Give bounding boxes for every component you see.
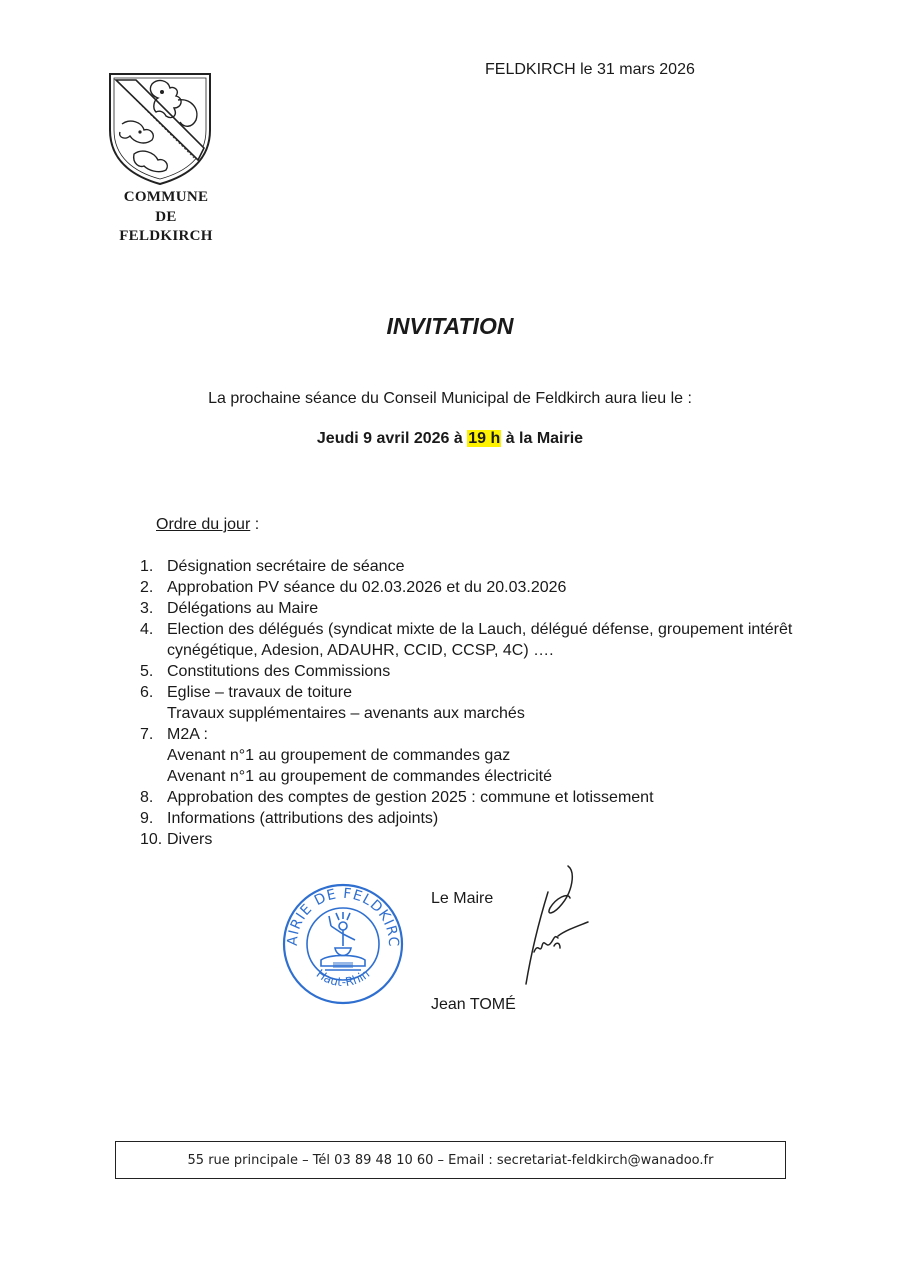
agenda-line: Informations (attributions des adjoints): [167, 810, 439, 827]
agenda-line: Eglise – travaux de toiture: [167, 684, 352, 701]
agenda-item-text: [167, 682, 820, 724]
agenda-heading-text: Ordre du jour: [156, 516, 251, 533]
agenda-item-text: [167, 787, 820, 808]
seal-top-text: AIRIE DE FELDKIRC: [284, 885, 402, 948]
agenda-line: Constitutions des Commissions: [167, 663, 391, 680]
agenda-line: Election des délégués (syndicat mixte de la Lauch, délégué défense, groupement intérêt: [167, 621, 793, 638]
page-title: INVITATION: [386, 313, 514, 339]
mayor-label: Le Maire: [431, 890, 494, 907]
agenda-list: [140, 556, 820, 850]
agenda-item-number: 5.: [140, 663, 154, 680]
agenda-item-number: 2.: [140, 579, 154, 596]
agenda-item-number: 10.: [140, 831, 163, 848]
agenda-item-number: 4.: [140, 621, 154, 638]
agenda-item: [140, 619, 820, 661]
agenda-line: Approbation PV séance du 02.03.2026 et du 20.03.2026: [167, 579, 567, 596]
agenda-item: [140, 556, 820, 577]
agenda-item-text: [167, 577, 820, 598]
agenda-heading-colon: :: [250, 516, 260, 533]
agenda-item: [140, 829, 820, 850]
commune-line: DE: [155, 208, 177, 225]
agenda-item-number: 3.: [140, 600, 154, 617]
meeting-place: à la Mairie: [501, 430, 584, 447]
agenda-item-text: [167, 556, 820, 577]
seal-bottom-text: Haut-Rhin: [313, 966, 373, 990]
agenda-line: Avenant n°1 au groupement de commandes gaz: [167, 747, 511, 764]
agenda-line: Délégations au Maire: [167, 600, 319, 617]
agenda-item-text: [167, 724, 820, 787]
agenda-heading: [156, 516, 259, 534]
agenda-item: [140, 598, 820, 619]
date-line: FELDKIRCH le 31 mars 2026: [485, 61, 695, 78]
agenda-line: M2A :: [167, 726, 208, 743]
agenda-item: [140, 661, 820, 682]
agenda-item: [140, 724, 820, 787]
agenda-item-number: 7.: [140, 726, 154, 743]
meeting-date: Jeudi 9 avril 2026 à: [316, 430, 468, 447]
agenda-item-number: 1.: [140, 558, 154, 575]
agenda-item-number: 6.: [140, 684, 154, 701]
commune-line: FELDKIRCH: [119, 228, 213, 244]
handwritten-signature-icon: [510, 862, 600, 992]
agenda-item: [140, 808, 820, 829]
agenda-item: [140, 787, 820, 808]
agenda-item-text: [167, 619, 820, 661]
agenda-item-number: 9.: [140, 810, 154, 827]
agenda-line: cynégétique, Adesion, ADAUHR, CCID, CCSP, 4C) ….: [167, 642, 554, 659]
agenda-line: Avenant n°1 au groupement de commandes électricité: [167, 768, 552, 785]
footer-contact-text: 55 rue principale – Tél 03 89 48 10 60 – Email : secretariat-feldkirch@wanadoo.fr: [187, 1152, 714, 1168]
coat-of-arms-icon: [104, 68, 216, 188]
commune-name: [96, 188, 236, 247]
agenda-line: Travaux supplémentaires – avenants aux marchés: [167, 705, 525, 722]
footer-contact: [115, 1141, 786, 1179]
mayor-name: Jean TOMÉ: [431, 996, 516, 1013]
commune-line: COMMUNE: [123, 189, 209, 205]
agenda-item-text: [167, 808, 820, 829]
agenda-item: [140, 682, 820, 724]
svg-text:MAIRIE DE FELDKIRCH: [281, 882, 401, 948]
agenda-line: Désignation secrétaire de séance: [167, 558, 405, 575]
agenda-line: Divers: [167, 831, 213, 848]
agenda-item-text: [167, 661, 820, 682]
official-seal-icon: [281, 882, 405, 1006]
intro-text: La prochaine séance du Conseil Municipal de Feldkirch aura lieu le :: [208, 390, 692, 407]
agenda-line: Approbation des comptes de gestion 2025 : commune et lotissement: [167, 789, 654, 806]
meeting-time: 19 h: [468, 430, 501, 447]
agenda-item-number: 8.: [140, 789, 154, 806]
agenda-item: [140, 577, 820, 598]
agenda-item-text: [167, 829, 820, 850]
meeting-details: [0, 430, 900, 448]
agenda-item-text: [167, 598, 820, 619]
